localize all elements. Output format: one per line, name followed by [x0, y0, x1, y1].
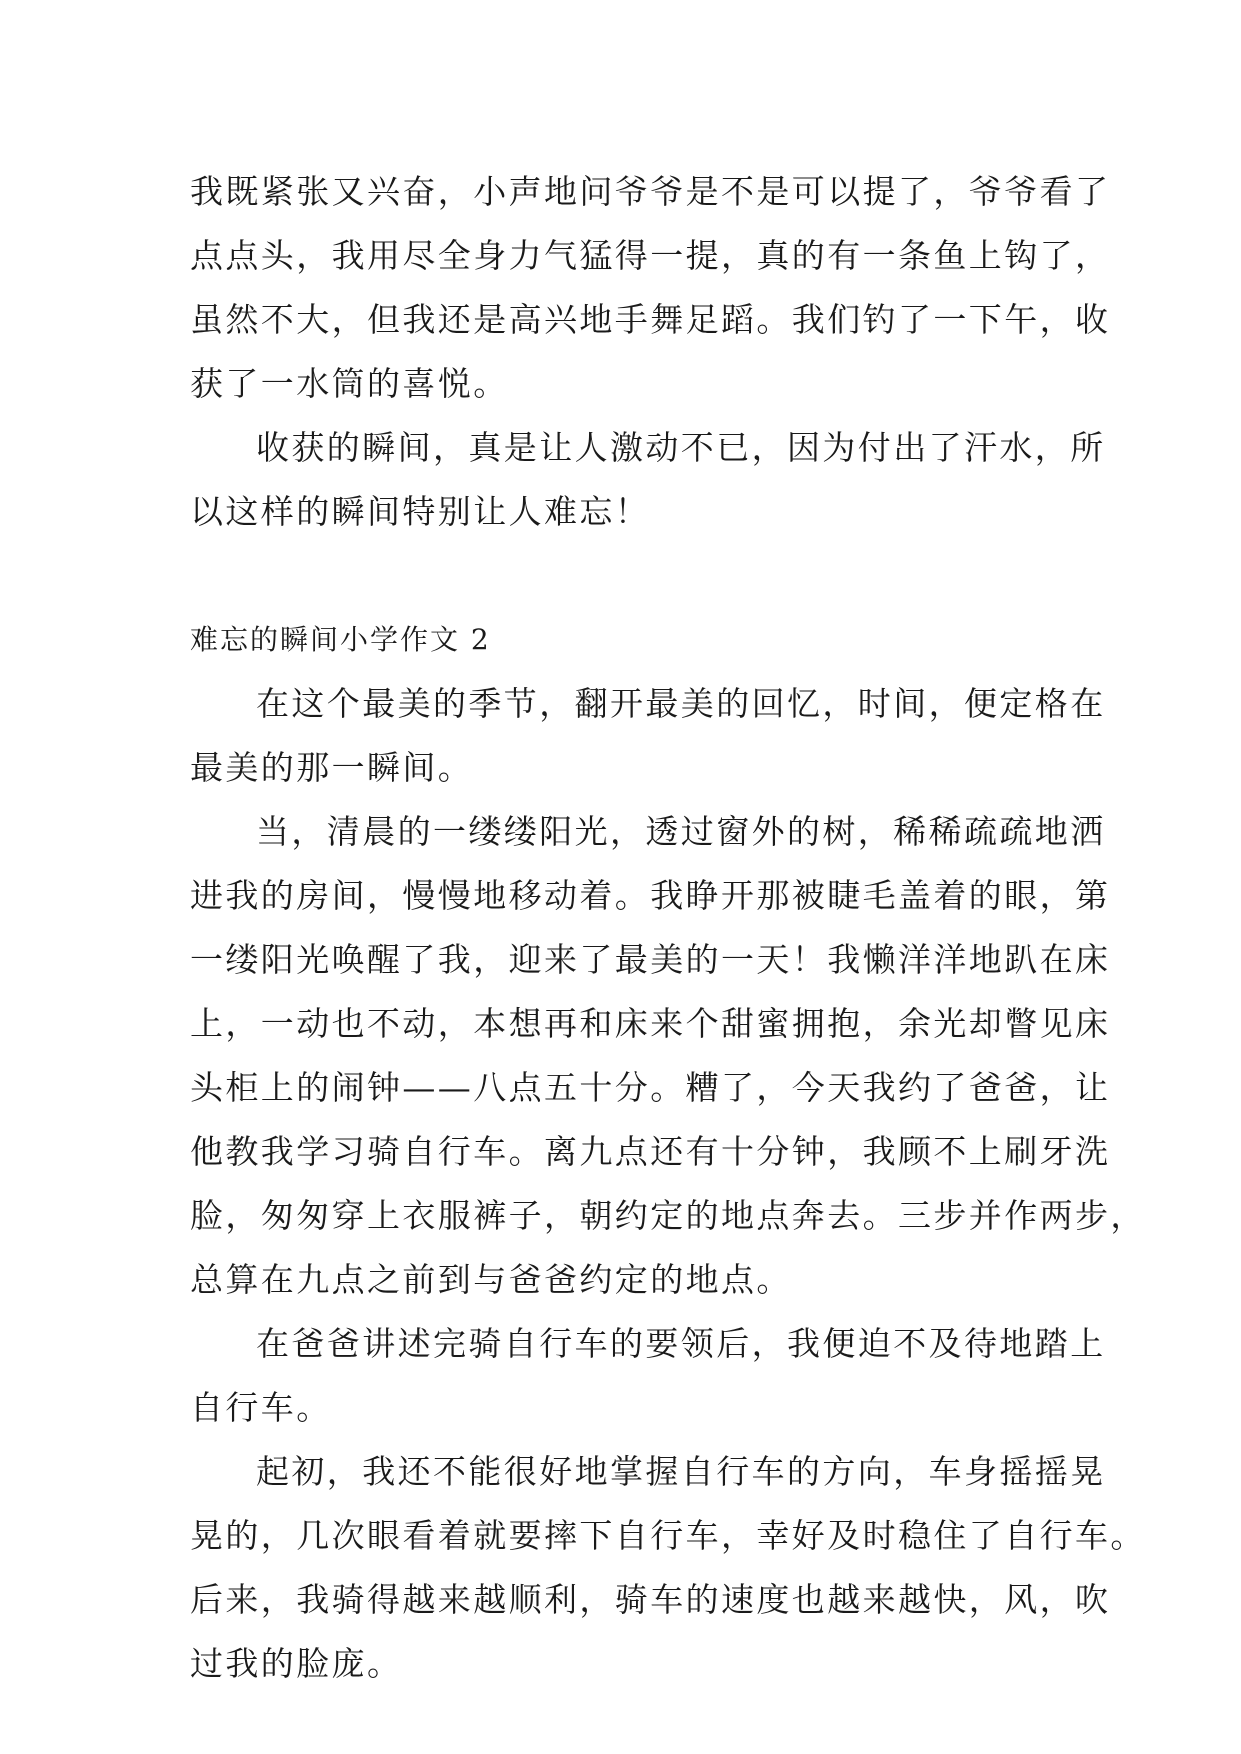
text-line: 后来，我骑得越来越顺利，骑车的速度也越来越快，风，吹: [190, 1580, 1111, 1619]
paragraph: [190, 1440, 1146, 1696]
text-line: 头柜上的闹钟——八点五十分。糟了，今天我约了爸爸，让: [190, 1068, 1111, 1107]
text-line: 一缕阳光唤醒了我，迎来了最美的一天！我懒洋洋地趴在床: [190, 940, 1111, 979]
section-title: 难忘的瞬间小学作文 2: [190, 623, 491, 656]
section-spacer: [190, 544, 1060, 608]
text-line: 最美的那一瞬间。: [190, 748, 474, 787]
text-line: 虽然不大，但我还是高兴地手舞足蹈。我们钓了一下午，收: [190, 300, 1111, 339]
text-line: 点点头，我用尽全身力气猛得一提，真的有一条鱼上钩了，: [190, 236, 1111, 275]
text-line: 晃的，几次眼看着就要摔下自行车，幸好及时稳住了自行车。: [190, 1516, 1146, 1555]
paragraph: [190, 1312, 1106, 1440]
text-line: 起初，我还不能很好地掌握自行车的方向，车身摇摇晃: [256, 1452, 1106, 1491]
text-line: 以这样的瞬间特别让人难忘！: [190, 492, 651, 531]
text-line: 过我的脸庞。: [190, 1644, 403, 1683]
text-line: 获了一水筒的喜悦。: [190, 364, 509, 403]
text-line: 上，一动也不动，本想再和床来个甜蜜拥抱，余光却瞥见床: [190, 1004, 1111, 1043]
text-line: 自行车。: [190, 1388, 332, 1427]
text-line: 在爸爸讲述完骑自行车的要领后，我便迫不及待地踏上: [256, 1324, 1106, 1363]
paragraph: [190, 160, 1111, 416]
paragraph: [190, 416, 1106, 544]
text-line: 他教我学习骑自行车。离九点还有十分钟，我顾不上刷牙洗: [190, 1132, 1111, 1171]
text-line: 进我的房间，慢慢地移动着。我睁开那被睫毛盖着的眼，第: [190, 876, 1111, 915]
text-line: 总算在九点之前到与爸爸约定的地点。: [190, 1260, 792, 1299]
text-line: 脸，匆匆穿上衣服裤子，朝约定的地点奔去。三步并作两步，: [190, 1196, 1146, 1235]
document-page: [190, 160, 1146, 1696]
paragraph: [190, 672, 1106, 800]
text-line: 我既紧张又兴奋，小声地问爷爷是不是可以提了，爷爷看了: [190, 172, 1111, 211]
text-line: 当，清晨的一缕缕阳光，透过窗外的树，稀稀疏疏地洒: [256, 812, 1106, 851]
text-line: 收获的瞬间，真是让人激动不已，因为付出了汗水，所: [256, 428, 1106, 467]
text-line: 在这个最美的季节，翻开最美的回忆，时间，便定格在: [256, 684, 1106, 723]
paragraph: [190, 800, 1146, 1312]
